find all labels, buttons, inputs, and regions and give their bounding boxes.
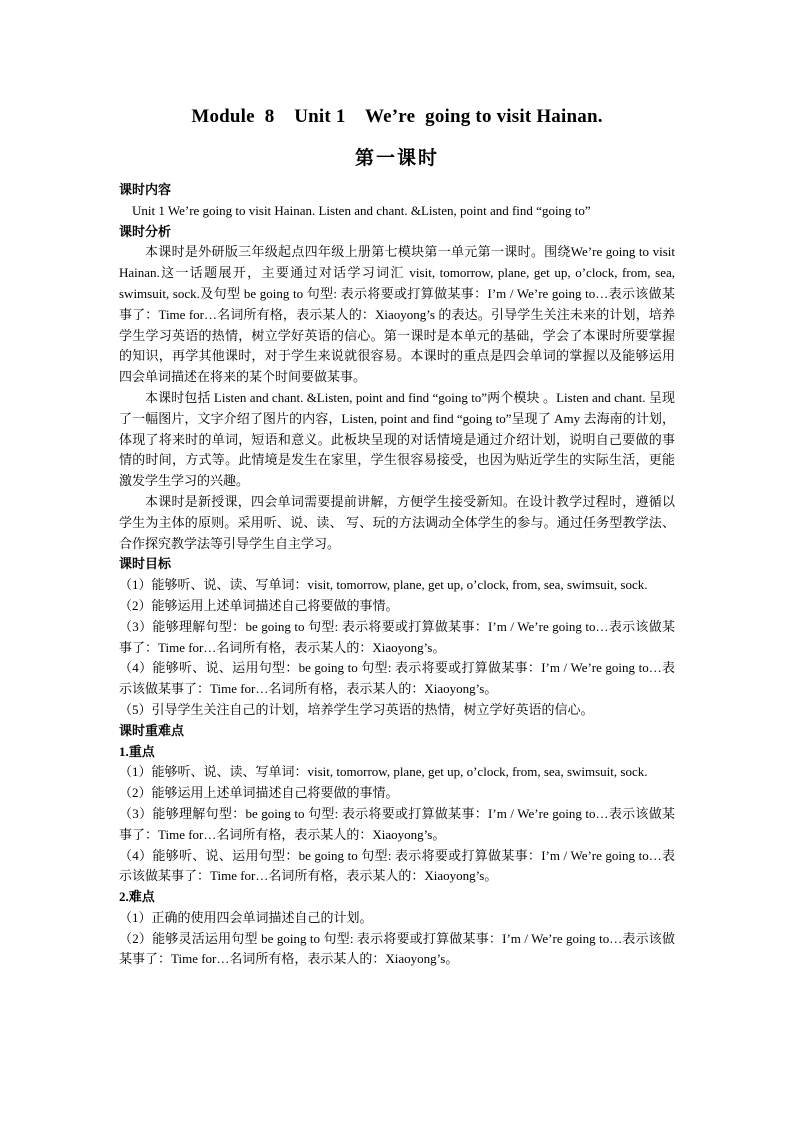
objective-item: （4）能够听、说、运用句型：be going to 句型: 表示将要或打算做某事：I’m / We’re going to…表示该做某事了：Time for…名词所有格，表示某人的：Xiaoyong’s。 (119, 660, 675, 697)
difficult-point-item: （2）能够灵活运用句型 be going to 句型: 表示将要或打算做某事：I’m / We’re going to…表示该做某事了：Time for…名词所有格，表示某人的：Xiaoyong’s。 (119, 930, 675, 967)
analysis-paragraph: 本课时是外研版三年级起点四年级上册第七模块第一单元第一课时。围绕We’re going to visit Hainan.这一话题展开，主要通过对话学习词汇 visit, tomorrow, plane, get up, o’clock, from, sea, swimsuit, sock.及句型 be going to 句型: 表示将要或打算做某事：I’m / We’re going to…表示该做某事了：Time for…名词所有格，表示某人的：Xiaoyong’s 的表达。引导学生关注未来的计划，培养学生学习英语的热情，树立学好英语的信心。第一课时是本单元的基础，学会了本课时所要掌握的知识，再学其他课时，对于学生来说就很容易。本课时的重点是四会单词的掌握以及能够运用四会单词描述在将来的某个时间要做某事。 (119, 244, 675, 385)
key-point-item: （3）能够理解句型：be going to 句型: 表示将要或打算做某事：I’m / We’re going to…表示该做某事了：Time for…名词所有格，表示某人的：Xiaoyong’s。 (119, 805, 675, 842)
analysis-paragraph: 本课时包括 Listen and chant. &Listen, point and find “going to”两个模块 。Listen and chant. 呈现了一幅图片，文字介绍了图片的内容，Listen, point and find “going to”呈现了 Amy 去海南的计划，体现了将来时的单词，短语和意义。此板块呈现的对话情境是通过介绍计划，说明自己要做的事情的时间，方式等。此情境是发生在家里，学生很容易接受，也因为贴近学生的实际生活，更能激发学生学习的兴趣。 (119, 389, 675, 489)
objective-item: （2）能够运用上述单词描述自己将要做的事情。 (119, 597, 399, 613)
subheading-key-points: 1.重点 (119, 743, 155, 759)
content-line: Unit 1 We’re going to visit Hainan. Listen and chant. &Listen, point and find “going to” (132, 202, 591, 218)
subheading-difficult-points: 2.难点 (119, 889, 155, 905)
key-point-item: （1）能够听、说、读、写单词：visit, tomorrow, plane, get up, o’clock, from, sea, swimsuit, sock. (119, 764, 648, 780)
section-heading-objectives: 课时目标 (119, 556, 172, 572)
key-point-item: （2）能够运用上述单词描述自己将要做的事情。 (119, 785, 399, 801)
key-point-item: （4）能够听、说、运用句型：be going to 句型: 表示将要或打算做某事：I’m / We’re going to…表示该做某事了：Time for…名词所有格，表示某人的：Xiaoyong’s。 (119, 847, 675, 884)
objective-item: （1）能够听、说、读、写单词：visit, tomorrow, plane, get up, o’clock, from, sea, swimsuit, sock. (119, 577, 648, 593)
section-heading-analysis: 课时分析 (119, 223, 172, 239)
objective-item: （3）能够理解句型：be going to 句型: 表示将要或打算做某事：I’m / We’re going to…表示该做某事了：Time for…名词所有格，表示某人的：Xiaoyong’s。 (119, 618, 675, 655)
document-subtitle: 第一课时 (354, 148, 439, 169)
section-heading-content: 课时内容 (119, 182, 172, 197)
document-body (119, 180, 675, 970)
analysis-paragraph: 本课时是新授课，四会单词需要提前讲解，方便学生接受新知。在设计教学过程时，遵循以学生为主体的原则。采用听、说、读、 写、玩的方法调动全体学生的参与。通过任务型教学法、合作探究教学法等引导学生自主学习。 (119, 493, 675, 551)
document-title: Module 8 Unit 1 We’re going to visit Hainan. (191, 106, 603, 127)
difficult-point-item: （1）正确的使用四会单词描述自己的计划。 (119, 909, 373, 925)
objective-item: （5）引导学生关注自己的计划，培养学生学习英语的热情，树立学好英语的信心。 (119, 701, 594, 717)
section-heading-key-difficult: 课时重难点 (119, 722, 185, 738)
